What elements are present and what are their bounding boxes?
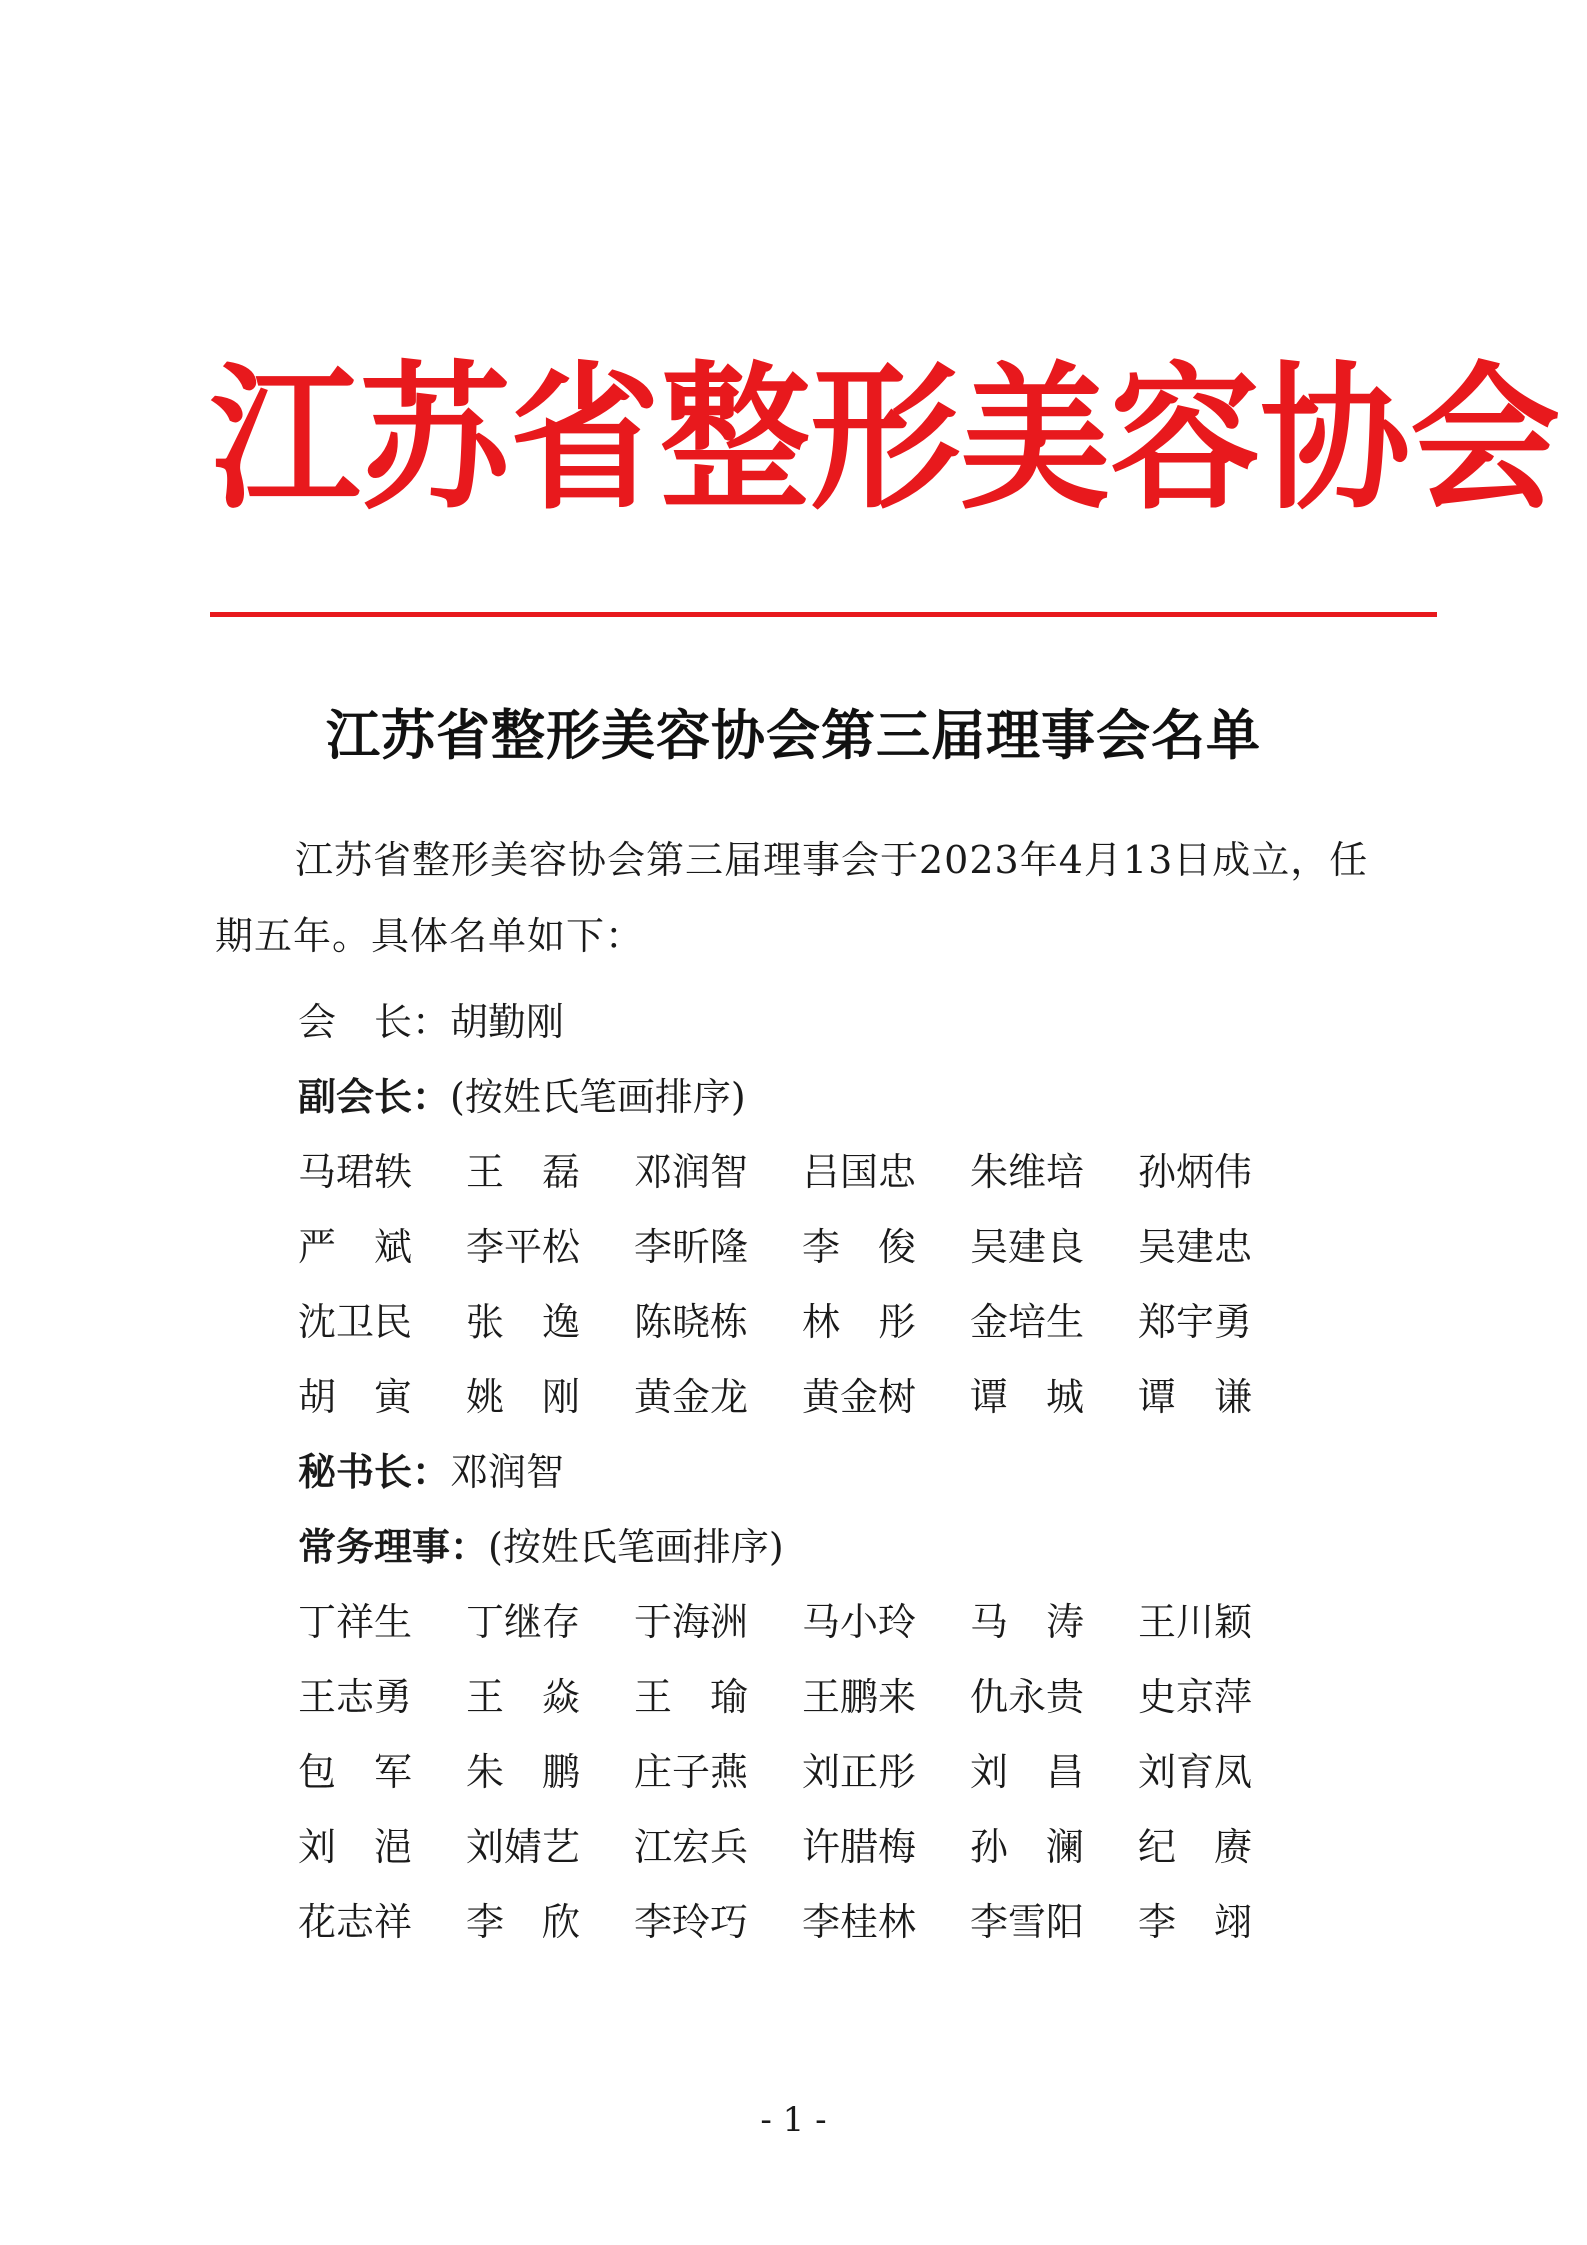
letterhead-divider — [210, 612, 1437, 617]
standing-director-name: 李 翊 — [1138, 1900, 1253, 1944]
standing-director-name: 李雪阳 — [970, 1900, 1085, 1944]
standing-director-name: 丁继存 — [466, 1600, 581, 1644]
intro-paragraph: 江苏省整形美容协会第三届理事会于2023年4月13日成立，任期五年。具体名单如下： — [215, 838, 1369, 958]
page-number: - 1 - — [760, 2100, 827, 2140]
standing-director-name: 李 欣 — [466, 1900, 581, 1944]
vice-president-row — [298, 1217, 1278, 1277]
standing-directors-label: 常务理事： — [298, 1524, 489, 1569]
letterhead-char: 协 — [1260, 348, 1411, 532]
standing-director-name: 王志勇 — [298, 1675, 413, 1719]
standing-director-name: 于海洲 — [634, 1600, 749, 1644]
standing-director-name: 王 瑜 — [634, 1675, 749, 1719]
standing-director-name: 仇永贵 — [970, 1675, 1085, 1719]
standing-director-name: 李桂林 — [802, 1900, 917, 1944]
vice-presidents-label: 副会长： — [298, 1074, 451, 1119]
president-separator: ： — [412, 1000, 451, 1044]
letterhead-char: 江 — [210, 348, 361, 532]
vice-president-name: 金培生 — [970, 1300, 1085, 1344]
vice-president-name: 李 俊 — [802, 1225, 917, 1269]
standing-director-name: 王鹏来 — [802, 1675, 917, 1719]
president-name: 胡勤刚 — [450, 1000, 565, 1044]
standing-director-name: 王 焱 — [466, 1675, 581, 1719]
document-title: 江苏省整形美容协会第三届理事会名单 — [326, 703, 1261, 767]
standing-director-name: 刘育凤 — [1138, 1750, 1253, 1794]
standing-director-name: 花志祥 — [298, 1900, 413, 1944]
vice-president-name: 谭 城 — [970, 1375, 1085, 1419]
vice-president-name: 吕国忠 — [802, 1150, 917, 1194]
standing-director-name: 包 军 — [298, 1750, 413, 1794]
vice-president-name: 郑宇勇 — [1138, 1300, 1253, 1344]
vice-presidents-note: (按姓氏笔画排序) — [450, 1075, 746, 1119]
vice-president-name: 黄金龙 — [634, 1375, 749, 1419]
standing-director-row — [298, 1742, 1278, 1802]
vice-president-name: 邓润智 — [634, 1150, 749, 1194]
standing-director-name: 朱 鹏 — [466, 1750, 581, 1794]
standing-director-name: 丁祥生 — [298, 1600, 413, 1644]
letterhead-char: 苏 — [360, 348, 511, 532]
standing-directors-note: (按姓氏笔画排序) — [488, 1525, 784, 1569]
standing-director-name: 李玲巧 — [634, 1900, 749, 1944]
standing-director-name: 刘正彤 — [802, 1750, 917, 1794]
president-line — [298, 992, 564, 1052]
secretary-general-name: 邓润智 — [450, 1450, 565, 1494]
standing-director-name: 孙 澜 — [970, 1825, 1085, 1869]
letterhead-char: 整 — [660, 348, 811, 532]
letterhead-char: 容 — [1110, 348, 1261, 532]
vice-president-row — [298, 1142, 1278, 1202]
vice-president-name: 吴建良 — [970, 1225, 1085, 1269]
standing-director-name: 许腊梅 — [802, 1825, 917, 1869]
vice-president-name: 谭 谦 — [1138, 1375, 1253, 1419]
standing-director-name: 马小玲 — [802, 1600, 917, 1644]
standing-director-row — [298, 1892, 1278, 1952]
vice-president-name: 沈卫民 — [298, 1300, 413, 1344]
standing-director-row — [298, 1667, 1278, 1727]
vice-president-row — [298, 1292, 1278, 1352]
standing-director-name: 刘 昌 — [970, 1750, 1085, 1794]
vice-president-name: 李平松 — [466, 1225, 581, 1269]
standing-director-name: 刘婧艺 — [466, 1825, 581, 1869]
standing-director-name: 马 涛 — [970, 1600, 1085, 1644]
vice-president-row — [298, 1367, 1278, 1427]
letterhead-char: 美 — [960, 348, 1111, 532]
org-letterhead — [210, 340, 1561, 540]
vice-president-name: 王 磊 — [466, 1150, 581, 1194]
vice-president-name: 吴建忠 — [1138, 1225, 1253, 1269]
vice-president-name: 孙炳伟 — [1138, 1150, 1253, 1194]
standing-director-name: 纪 赓 — [1138, 1825, 1253, 1869]
standing-director-name: 庄子燕 — [634, 1750, 749, 1794]
vice-president-name: 黄金树 — [802, 1375, 917, 1419]
letterhead-char: 形 — [810, 348, 961, 532]
vice-president-name: 林 彤 — [802, 1300, 917, 1344]
vice-president-name: 姚 刚 — [466, 1375, 581, 1419]
letterhead-char: 省 — [510, 348, 661, 532]
vice-president-name: 严 斌 — [298, 1225, 413, 1269]
vice-president-name: 马珺轶 — [298, 1150, 413, 1194]
secretary-general-label: 秘书长： — [298, 1449, 451, 1494]
standing-director-name: 王川颖 — [1138, 1600, 1253, 1644]
vice-president-name: 张 逸 — [466, 1300, 581, 1344]
vice-president-name: 李昕隆 — [634, 1225, 749, 1269]
vice-president-name: 朱维培 — [970, 1150, 1085, 1194]
standing-director-name: 江宏兵 — [634, 1825, 749, 1869]
vice-president-name: 陈晓栋 — [634, 1300, 749, 1344]
standing-directors-heading — [298, 1517, 784, 1577]
letterhead-char: 会 — [1410, 348, 1561, 532]
vice-presidents-heading — [298, 1067, 746, 1127]
standing-director-name: 刘 浥 — [298, 1825, 413, 1869]
president-label: 会 长 — [298, 1000, 413, 1044]
secretary-general-line — [298, 1442, 564, 1502]
vice-president-name: 胡 寅 — [298, 1375, 413, 1419]
standing-director-row — [298, 1817, 1278, 1877]
standing-director-name: 史京萍 — [1138, 1675, 1253, 1719]
standing-director-row — [298, 1592, 1278, 1652]
